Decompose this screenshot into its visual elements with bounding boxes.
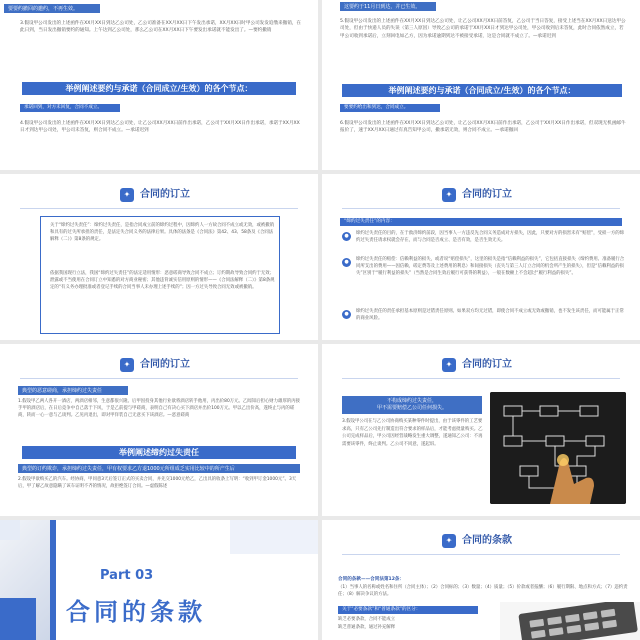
slide-title: 合同的订立 [140, 189, 190, 200]
paragraph: 3.假设甲公司在与乙公司协商购买某种零件时提出，由于该零件的工艺要求高，只有乙公司先行制造出符合要求的样品后，才能考虑批量购买。乙公司完成样品后，甲公司因经营战略发生重大调整，遂通知乙公司：不再需要该零件，终止谈判。乙公司不同意，遂起诉。 [342, 419, 483, 447]
slide-2[interactable] [322, 0, 640, 170]
slide-title-row [0, 358, 318, 374]
slide-title: 合同的订立 [462, 359, 512, 370]
clause-heading: 合同的条款——合同法第12条： [338, 577, 405, 582]
sub-bar: 要要约给出和到达，合同成立。 [340, 104, 440, 112]
content-item-3: 缔约过失责任的责任承担基本原则是过错责任原则。如果双方均无过错，即使合同不成立或无效或撤销，也不发生该责任，而可能属于正常的商业风险。 [356, 309, 624, 321]
clause-note-2: 缺乏普通条款，通过补充解释 [338, 625, 396, 630]
bullet-icon: ● [342, 258, 351, 267]
result-bar: 不构成缔约过失责任， 甲不需要赔偿乙公司任何损失。 [342, 396, 482, 414]
title-underline [20, 208, 298, 209]
part-title: 合同的条款 [66, 598, 206, 626]
box-text-1: 关于“缔约过失责任”：缔约过失责任，是指合同成立前的缔约过程中，因缔约人一方故合同不成立或无效，或被撤销和具有的过失所承担的责任，是法定失合同义务的法律后果。具体的法条是《合同法》第42、43、58条及《合同法解释（二）》第8条的规定。 [50, 223, 275, 243]
section-heading: 举例阐述要约与承诺（合同成立/生效）的各个节点： [22, 82, 296, 95]
clause-list: （1）当事人的名称或姓名和住所（合同主体）；（2）合同标的；（3）数量；（4）质量；（5）价款或者报酬；（6）履行期限、地点和方式；（7）违约责任；（8）解决争议的方法。 [338, 585, 628, 597]
content-item-2: 缔约过失责任的赔偿：信赖利益的损失，或者说“赔偿损失”，这里的损失是指“信赖利益的损失”，它包括直接损失（缔约费用、准备履行合同所支出的费用——因信赖，磋定费等及上述费用的利息）和间接损失（丧失与第三人订立合同的机会所产生的损失），但是“信赖利益的损失”区别于“履行利益的损失”（当然是合同生效后履行可获得的利益），一般在数额上不会超过“履行利益的损失”。 [356, 257, 625, 276]
paragraph-1: 5.假设甲公司发出的上述函件在XX月XX日到达乙公司处，让乙公司XX月XX日前答复，乙公司于当日答复，接受上述当在XX月XX日送达甲公司处，但由于快递人员的失误（第三人原因）导致乙公司的承诺于XX月XX日才到达甲公司处，甲公司收到后未答复，此时合同依然成立，若甲公司收到承诺后，立刻回电如乙方，因为承诺逾期到达不被接受承诺，这是合同就不成立了。—承诺迟到 [340, 19, 626, 39]
sub-bar: 承诺回到，对方未回复，合同不成立。 [20, 104, 120, 112]
section-heading: 举例阐述缔约过失责任 [22, 446, 296, 459]
paragraph-2: 2.假设甲欲购买乙的汽车。经协商，甲同意3天后签订正式的买卖合同，并先交1000元给乙，乙出具的收条上写明：“收到甲订金1000元”。3天后，甲了解乙故意隐瞒了该车证明不齐的情况，故拒绝签订合同。—虚假陈述 [18, 477, 297, 489]
paragraph-2: 6.假设甲公司发出的上述函件在XX月XX日到达乙公司处，让乙公司XX月XX日前作出承诺，乙公司于XX月XX日作出承诺，但双现无机函邮牛报价了，速于XX月XX日通过有真告知甲公司，撤承诺无效，则合同不成立。—承诺撤回 [340, 121, 626, 134]
handshake-icon: ✦ [442, 358, 456, 372]
top-bar: 这要约于11月日到达，并已生效。 [340, 2, 436, 11]
handshake-icon: ✦ [120, 358, 134, 372]
bullet-icon: ● [342, 310, 351, 319]
slide-4[interactable] [322, 174, 640, 340]
title-underline [342, 208, 620, 209]
slide-7-part-cover[interactable] [0, 520, 318, 640]
slide-title-row [322, 534, 640, 550]
slide-8[interactable] [322, 520, 640, 640]
slide-title-row [322, 358, 640, 374]
paragraph-2: 4.假设甲公司发出的上述函件在XX月XX日到达乙公司处，让乙公司XX月XX日前作出承诺，乙公司于XX月XX日作出承诺，承诺于XX月XX日才到达甲公司处，甲公司未答复，则合同不成立。—承诺迟到 [20, 121, 300, 134]
info-bar-2: 典型的订约欺诈，承担缔约过失责任，甲有权要求乙方退1000元所组成乏实用比较中的所产生后 [18, 464, 300, 473]
part-label: Part 03 [100, 568, 154, 583]
content-item-1: 缔约过失责任的目的，在于救济缔约前段，因当事人一方违反先合同义务造成对方损失，因此，只要对方的损害未有“赔偿”，受损一方的缔约过失责任请求权就会存在，而与合同是否成立、是否有效，是否生效无关。 [356, 231, 624, 243]
slide-title-row [0, 188, 318, 204]
title-underline [342, 378, 620, 379]
top-bar: 要要约撤回的邀约，不再生效。 [4, 4, 100, 13]
decorative-block-light [0, 520, 20, 540]
decorative-block [0, 598, 36, 640]
slide-3[interactable] [0, 174, 318, 340]
calculator-image [500, 602, 640, 640]
handshake-icon: ✦ [442, 534, 456, 548]
flowchart-image [490, 392, 626, 504]
slide-title-row [322, 188, 640, 204]
decorative-photo-top [230, 520, 318, 554]
sub-bar: “缔约过失责任”的内容： [340, 218, 622, 226]
title-underline [342, 554, 620, 555]
bullet-icon: ● [342, 232, 351, 241]
slide-6[interactable] [322, 344, 640, 516]
slide-title: 合同的条款 [462, 535, 512, 546]
flowchart-touch-image [490, 392, 626, 504]
paragraph-1: 3.假设甲公司发出的上述函件在XX月XX日到达乙公司处，乙公司准备在XX月XX日下午发出承诺，XX月XX日时甲公司发发追缴来撤销，在此日到，当日发出撤销要约的通知。上午达到乙公司处，那么乙公司在XX月XX日下午要发出承诺就不能发出了。—要约撤销 [20, 21, 302, 34]
clause-note-1: 缺乏必要条款，合同不能成立 [338, 617, 396, 622]
info-bar-1: 典型的恶意磋商，承担缔约过失责任 [18, 386, 128, 395]
calculator-icon [500, 602, 640, 640]
slide-title: 合同的订立 [140, 359, 190, 370]
slide-5[interactable] [0, 344, 318, 516]
section-heading: 举例阐述要约与承诺（合同成立/生效）的各个节点： [342, 84, 622, 97]
slide-1[interactable] [0, 0, 318, 170]
handshake-icon: ✦ [442, 188, 456, 202]
clause-sub-bar: 关于“必要条款”和“普通条款”的区分： [338, 606, 478, 614]
box-text-2: 依据我国现行立法，我国“缔约过失责任”的法定适用情形：恶意磋商导致合同不成立；订约期故导致合同约于无效；泄露或不当使用在合同订立中知悉的对方商业秘密；其他违背诚实信用原则的情形——《合同法解释（二）》第8条规定的“有义务办理批准或者登记手续的合同当事人未办理上述手续的”；因一方过失导致合同无效或被撤销。 [50, 271, 275, 291]
title-underline [20, 378, 298, 379]
slide-title: 合同的订立 [462, 189, 512, 200]
handshake-icon: ✦ [120, 188, 134, 202]
accent-stripe [50, 520, 56, 640]
paragraph-1: 1.假设甲乙两人各开一酒店，两酒店相邻，生意都很兴隆。后甲因投身其他行业欲将酒店转手他用，丙出价80万元。乙闻知后担心财力雄厚的丙接手甲的酒店后，在日后竞争中自己落于下风，于是乙前提与甲磋商，表明自己有决心买下酒店并出价100万元。甲以乙出价高，遂终止与丙的磋商，转而一心一意与乙谈判。乙见丙退出，即对甲佯装自己无意买下该酒店。—恶意磋商 [18, 399, 301, 418]
